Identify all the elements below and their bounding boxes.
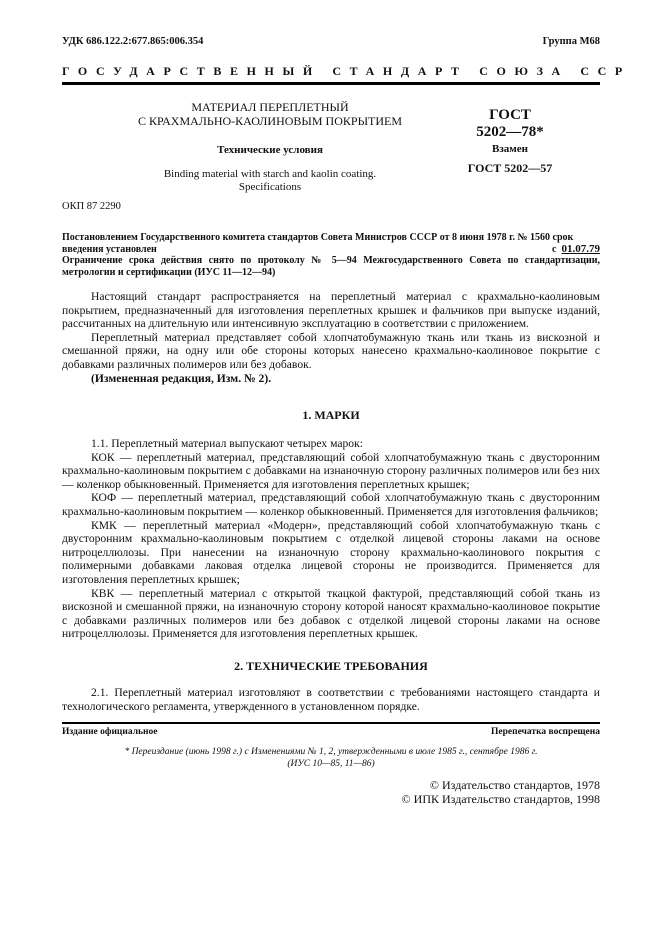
intro-paragraph-2: Переплетный материал представляет собой хлопчатобумажную ткань или ткань из вискозной и смешанной пряжи, на одну или обе стороны которых нанесено крахмально-каолиновое покрытие с добавками различных полимеров или без добавок. — [62, 330, 600, 371]
english-title — [100, 168, 440, 194]
decree-line-3: Ограничение срока действия снято по протоколу № 5—94 Межгосударственного Совета по стандартизации, метрологии и сертификации (ИУС 11—12—94) — [62, 255, 600, 278]
title-line-1: МАТЕРИАЛ ПЕРЕПЛЕТНЫЙ — [191, 100, 349, 114]
gost-label: ГОСТ — [489, 107, 531, 123]
header-rule — [62, 82, 600, 85]
decree-line-1: Постановлением Государственного комитета стандартов Совета Министров СССР от 8 июня 1978 г. № 1560 срок — [62, 232, 574, 243]
title-line-2: С КРАХМАЛЬНО-КАОЛИНОВЫМ ПОКРЫТИЕМ — [137, 114, 403, 128]
footnote-line-1: * Переиздание (июнь 1998 г.) с Изменениями № 1, 2, утвержденными в июле 1985 г., сентябре 1986 г. — [124, 747, 538, 757]
grade-kvk: КВК — переплетный материал с открытой ткацкой фактурой, представляющий собой ткань из вискозной и смешанной пряжи, на изнаночную сторону которой наносят крахмально-каолиновое покрытие с добавками различных полимеров или без добавок с отделкой лицевой стороны лаками на основе нитроцеллюлозы. Применяется для изготовления переплетных крышек. — [62, 586, 600, 641]
intro-section — [62, 290, 600, 385]
effective-date: 01.07.79 — [561, 242, 600, 255]
udk-code: УДК 686.122.2:677.865:006.354 — [62, 36, 204, 47]
decree-line-2: введения установлен — [62, 243, 157, 255]
intro-paragraph-1: Настоящий стандарт распространяется на переплетный материал с крахмально-каолиновым покрытием, предназначенный для изготовления переплетных крышек и фальчиков при выпуске изданий, рассчитанных на длительную или интенсивную эксплуатацию в соответствии с приложением. — [62, 290, 600, 331]
standard-banner: ГОСУДАРСТВЕННЫЙ СТАНДАРТ СОЮЗА ССР — [62, 64, 631, 78]
grade-kok: КОК — переплетный материал, представляющий собой хлопчатобумажную ткань с двусторонним крахмально-каолиновым покрытием с добавками на изнаночную сторону различных полимеров или без них — коленкор обыкновенный. Применяется для изготовления переплетных крышек; — [62, 450, 600, 491]
section-2-body — [62, 686, 600, 713]
decree-block — [62, 232, 600, 278]
footnote-line-2: (ИУС 10—85, 11—86) — [287, 759, 375, 769]
gost-number: 5202—78* — [476, 124, 544, 140]
reprint-prohibited: Перепечатка воспрещена — [490, 727, 600, 737]
grade-kof: КОФ — переплетный материал, представляющий собой хлопчатобумажную ткань с двусторонним крахмально-каолиновым покрытием — коленкор обыкновенный. Применяется для изготовления фальчиков; — [62, 491, 600, 518]
section-1-body — [62, 437, 600, 641]
okp-code: ОКП 87 2290 — [62, 201, 121, 212]
grade-kmk: КМК — переплетный материал «Модерн», представляющий собой хлопчатобумажную ткань с двусторонним крахмально-каолиновым покрытием с отделкой лицевой стороны лаками на основе нитроцеллюлозы. При нанесении на изнаночную сторону крахмально-каолинового покрытия с полимерными добавками лаковая отделка лицевой стороны не производится. Применяется для изготовления переплетных крышек; — [62, 518, 600, 586]
amendment-note: (Измененная редакция, Изм. № 2). — [91, 371, 272, 385]
english-title-line-2: Specifications — [238, 181, 302, 193]
clause-2-1: 2.1. Переплетный материал изготовляют в соответствии с требованиями настоящего стандарта и технологического регламента, утвержденного в установленном порядке. — [62, 686, 600, 713]
english-title-line-1: Binding material with starch and kaolin coating. — [163, 168, 377, 180]
document-subtitle: Технические условия — [217, 144, 323, 156]
reissue-footnote — [62, 746, 600, 770]
copyright-1978: © Издательство стандартов, 1978 — [429, 778, 600, 792]
group-code: Группа М68 — [542, 36, 600, 47]
replaces-gost: ГОСТ 5202—57 — [467, 161, 553, 175]
copyright-1998: © ИПК Издательство стандартов, 1998 — [401, 792, 600, 806]
document-title — [100, 100, 440, 128]
official-edition: Издание официальное — [62, 727, 158, 737]
decree-date-prefix: с — [552, 243, 557, 255]
section-1-heading: 1. МАРКИ — [302, 408, 360, 422]
gost-block — [450, 107, 570, 178]
clause-1-1: 1.1. Переплетный материал выпускают четырех марок: — [91, 437, 363, 450]
section-2-heading: 2. ТЕХНИЧЕСКИЕ ТРЕБОВАНИЯ — [234, 659, 428, 673]
copyright-block — [402, 778, 600, 806]
footer-rule — [62, 722, 600, 724]
replaces-label: Взамен — [492, 143, 528, 155]
